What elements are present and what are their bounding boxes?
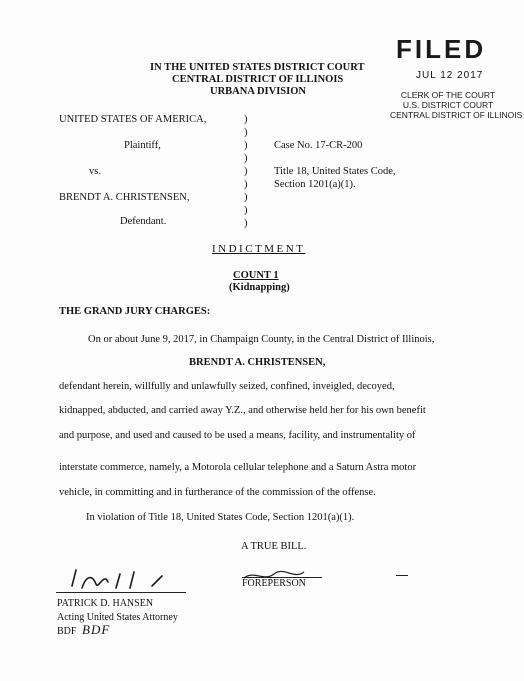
caption-bracket: ) <box>244 140 248 151</box>
court-header-line1: IN THE UNITED STATES DISTRICT COURT <box>150 62 365 73</box>
defendant-role: Defendant. <box>120 216 167 227</box>
attorney-signature-line <box>56 592 186 593</box>
plaintiff-name: UNITED STATES OF AMERICA, <box>59 114 207 125</box>
charge-body-line: defendant herein, willfully and unlawfully seized, confined, inveigled, decoyed, <box>59 381 395 392</box>
caption-bracket: ) <box>244 179 248 190</box>
caption-bracket: ) <box>244 166 248 177</box>
handwritten-initials: BDF <box>82 622 111 637</box>
court-header-line2: CENTRAL DISTRICT OF ILLINOIS <box>172 74 344 85</box>
charge-intro: On or about June 9, 2017, in Champaign County, in the Central District of Illinois, <box>88 334 435 345</box>
charge-body-line: kidnapped, abducted, and carried away Y.Z., and otherwise held her for his own benefit <box>59 405 426 416</box>
caption-bracket: ) <box>244 153 248 164</box>
violation-statement: In violation of Title 18, United States Code, Section 1201(a)(1). <box>86 512 355 523</box>
statute-line1: Title 18, United States Code, <box>274 166 396 177</box>
filed-stamp-word: FILED <box>396 34 487 64</box>
plaintiff-role: Plaintiff, <box>124 140 161 151</box>
clerk-line2: U.S. DISTRICT COURT <box>402 99 494 110</box>
filed-stamp-date: JUL 12 2017 <box>416 70 484 81</box>
caption-bracket: ) <box>244 114 248 125</box>
charged-defendant: BRENDT A. CHRISTENSEN, <box>189 357 326 368</box>
clerk-line3: CENTRAL DISTRICT OF ILLINOIS <box>390 109 523 120</box>
versus-label: vs. <box>89 166 101 177</box>
filed-stamp-clerk <box>390 90 523 120</box>
charge-body-line: and purpose, and used and caused to be used a means, facility, and instrumentality of <box>59 430 416 441</box>
defendant-name: BRENDT A. CHRISTENSEN, <box>59 192 190 203</box>
indictment-title: INDICTMENT <box>212 243 306 255</box>
statute-line2: Section 1201(a)(1). <box>274 179 356 190</box>
count-title: COUNT 1 <box>233 270 279 281</box>
count-subtitle: (Kidnapping) <box>229 282 290 293</box>
true-bill-label: A TRUE BILL. <box>241 541 307 552</box>
case-number: Case No. 17-CR-200 <box>274 140 363 151</box>
charge-body-line: vehicle, in committing and in furtherance of the commission of the offense. <box>59 487 376 498</box>
foreperson-label: FOREPERSON <box>242 578 306 589</box>
clerk-line1: CLERK OF THE COURT <box>400 90 496 100</box>
attorney-signature <box>58 562 198 596</box>
attorney-title: Acting United States Attorney <box>57 612 178 623</box>
short-dash <box>396 575 408 576</box>
caption-bracket: ) <box>244 127 248 138</box>
caption-bracket: ) <box>244 205 248 216</box>
charges-heading: THE GRAND JURY CHARGES: <box>59 306 211 317</box>
caption-bracket: ) <box>244 192 248 203</box>
initials-prefix: BDF <box>57 626 77 637</box>
charge-body-line: interstate commerce, namely, a Motorola cellular telephone and a Saturn Astra motor <box>59 462 417 473</box>
caption-bracket: ) <box>244 218 248 229</box>
attorney-name: PATRICK D. HANSEN <box>57 598 154 609</box>
court-header-line3: URBANA DIVISION <box>210 86 306 97</box>
